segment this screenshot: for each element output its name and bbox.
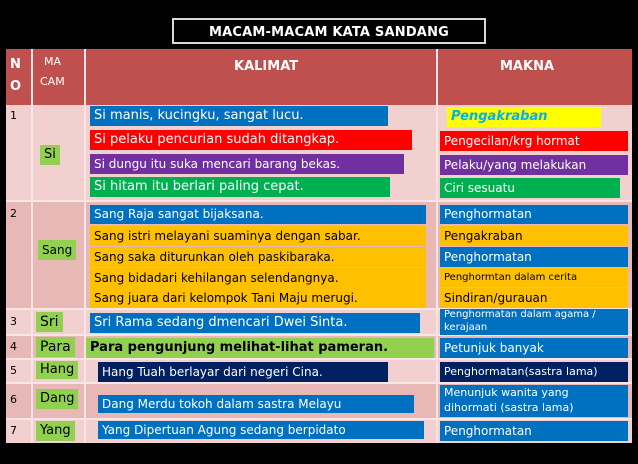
kalimat-text: Si pelaku pencurian sudah ditangkap.: [90, 130, 412, 150]
makna-text: Ciri sesuatu: [440, 178, 620, 198]
row-number: 5: [10, 364, 17, 377]
makna-text: Pengakraban: [440, 226, 628, 246]
kata-sandang-table: [6, 49, 632, 443]
macam-label: Hang: [36, 361, 78, 379]
row-number: 1: [10, 109, 17, 122]
row-number: 2: [10, 207, 17, 220]
header-no-2: O: [10, 79, 22, 94]
makna-text: Penghormatan: [440, 421, 628, 441]
makna-text: kerajaan: [444, 322, 488, 333]
kalimat-text: Hang Tuah berlayar dari negeri Cina.: [98, 362, 388, 382]
makna-cell: [440, 309, 628, 335]
makna-cell: [440, 385, 628, 417]
header-macam-2: CAM: [40, 75, 65, 88]
makna-text: Penghormatan dalam agama /: [444, 309, 596, 320]
macam-label: Yang: [36, 421, 75, 441]
header-no-1: N: [10, 57, 21, 72]
makna-text: Penghormtan dalam cerita: [440, 268, 628, 287]
kalimat-text: Sang Raja sangat bijaksana.: [90, 205, 426, 224]
kalimat-text: Dang Merdu tokoh dalam sastra Melayu: [98, 395, 414, 413]
kalimat-text: Sang istri melayani suaminya dengan sabar.: [90, 226, 426, 246]
row-number: 7: [10, 424, 17, 437]
makna-text: Penghormatan: [440, 247, 628, 267]
header-kalimat: KALIMAT: [234, 59, 299, 74]
makna-text: Pengakraban: [447, 107, 601, 127]
slide-title: MACAM-MACAM KATA SANDANG: [172, 18, 486, 44]
row-number: 4: [10, 340, 17, 353]
kalimat-text: Si dungu itu suka mencari barang bekas.: [90, 154, 404, 174]
makna-text: Pengecilan/krg hormat: [440, 131, 628, 151]
macam-label: Dang: [36, 389, 78, 409]
makna-text: Petunjuk banyak: [440, 338, 628, 358]
makna-text: Penghormatan: [440, 205, 628, 224]
makna-text: dihormati (sastra lama): [444, 401, 574, 414]
macam-label: Para: [36, 337, 75, 357]
macam-label: Sri: [36, 312, 63, 332]
kalimat-text: Sang bidadari kehilangan selendangnya.: [90, 268, 426, 288]
macam-label: Si: [40, 145, 60, 165]
table-header: [6, 49, 632, 105]
makna-text: Pelaku/yang melakukan: [440, 155, 628, 175]
kalimat-text: Yang Dipertuan Agung sedang berpidato: [98, 421, 424, 439]
kalimat-text: Sang juara dari kelompok Tani Maju merugi.: [90, 288, 426, 308]
makna-text: Sindiran/gurauan: [440, 288, 628, 308]
kalimat-text: Si hitam itu berlari paling cepat.: [90, 177, 390, 197]
makna-text: Penghormatan(sastra lama): [440, 362, 628, 382]
header-makna: MAKNA: [500, 59, 555, 74]
row-number: 6: [10, 393, 17, 406]
row-number: 3: [10, 315, 17, 328]
macam-label: Sang: [38, 240, 76, 260]
makna-text: Menunjuk wanita yang: [444, 386, 569, 399]
header-macam-1: MA: [44, 55, 62, 68]
kalimat-text: Para pengunjung melihat-lihat pameran.: [86, 338, 434, 358]
kalimat-text: Sang saka diturunkan oleh paskibaraka.: [90, 247, 426, 267]
kalimat-text: Sri Rama sedang dmencari Dwei Sinta.: [90, 313, 420, 333]
kalimat-text: Si manis, kucingku, sangat lucu.: [90, 106, 388, 126]
